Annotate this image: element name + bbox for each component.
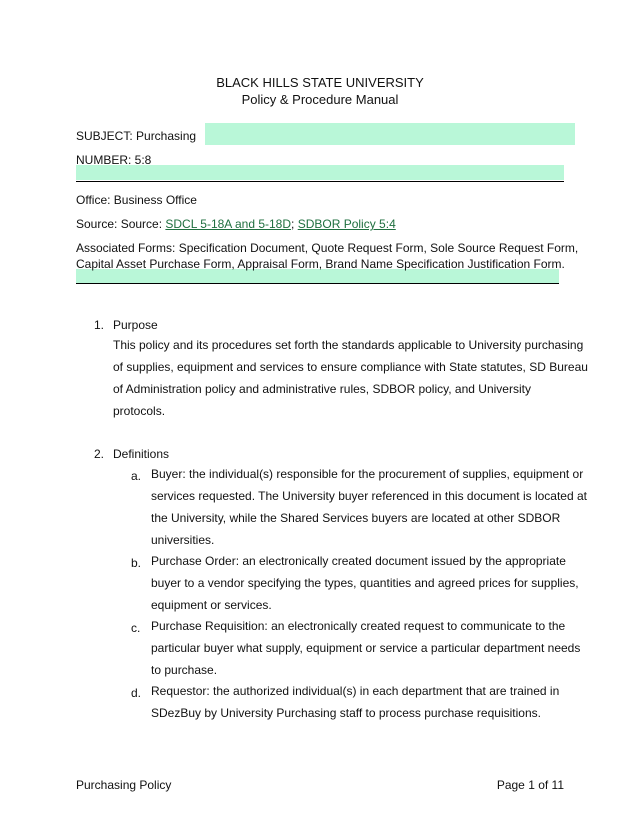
- sdbor-policy-link[interactable]: SDBOR Policy 5:4: [297, 217, 396, 231]
- purpose-paragraph: [113, 334, 588, 422]
- section-title-purpose: Purpose: [113, 318, 158, 332]
- number-highlight: [76, 165, 564, 180]
- subject-line: SUBJECT: Purchasing: [76, 129, 197, 143]
- forms-line-1: Associated Forms: Specification Document, Quote Request Form, Sole Source Request Form,: [76, 241, 579, 255]
- definition-purchase-order: [151, 550, 579, 616]
- university-title: BLACK HILLS STATE UNIVERSITY: [216, 75, 424, 90]
- definition-line: buyer to a vendor specifying the types, quantities and agreed prices for supplies,: [151, 576, 579, 590]
- manual-title: Policy & Procedure Manual: [241, 92, 399, 107]
- source-prefix: Source: Source:: [76, 217, 166, 231]
- sdcl-link[interactable]: SDCL 5-18A and 5-18D: [165, 217, 292, 231]
- source-separator: ;: [291, 217, 298, 231]
- definition-letter-a: a.: [131, 469, 142, 483]
- forms-line-2: Capital Asset Purchase Form, Appraisal Form, Brand Name Specification Justification Form.: [76, 257, 565, 271]
- purpose-line: of supplies, equipment and services to ensure compliance with State statutes, SD Bureau: [113, 360, 588, 374]
- definition-letter-d: d.: [131, 686, 142, 700]
- definition-line: Purchase Order: an electronically created document issued by the appropriate: [151, 554, 566, 568]
- section-number-definitions: 2.: [94, 447, 105, 461]
- source-line: [76, 217, 396, 231]
- section-number-purpose: 1.: [94, 318, 105, 332]
- definition-line: Buyer: the individual(s) responsible for the procurement of supplies, equipment or: [151, 467, 584, 481]
- definition-letter-b: b.: [131, 556, 142, 570]
- forms-highlight: [76, 269, 559, 283]
- office-line: Office: Business Office: [76, 193, 197, 207]
- definition-line: SDezBuy by University Purchasing staff to process purchase requisitions.: [151, 706, 541, 720]
- page-number: Page 1 of 11: [496, 778, 564, 792]
- purpose-line: This policy and its procedures set forth the standards applicable to University purchasing: [113, 338, 584, 352]
- definition-line: to purchase.: [151, 663, 218, 677]
- definition-letter-c: c.: [131, 621, 141, 635]
- footer-title: Purchasing Policy: [76, 778, 172, 792]
- definition-line: particular buyer what supply, equipment or service a particular department needs: [151, 641, 581, 655]
- number-line: NUMBER: 5:8: [76, 153, 152, 167]
- header-rule: [76, 181, 564, 182]
- forms-rule: [76, 283, 559, 284]
- definition-line: services requested. The University buyer referenced in this document is located at: [151, 489, 587, 503]
- definition-purchase-requisition: [151, 615, 580, 681]
- definition-line: Purchase Requisition: an electronically created request to communicate to the: [151, 619, 566, 633]
- definition-buyer: [151, 463, 587, 551]
- purpose-line: protocols.: [113, 404, 166, 418]
- definition-line: universities.: [151, 533, 215, 547]
- definition-line: Requestor: the authorized individual(s) in each department that are trained in: [151, 684, 560, 698]
- purpose-line: of Administration policy and administrative rules, SDBOR policy, and University: [113, 382, 531, 396]
- subject-highlight: [205, 123, 575, 145]
- section-title-definitions: Definitions: [113, 447, 170, 461]
- definition-line: the University, while the Shared Services buyers are located at other SDBOR: [151, 511, 561, 525]
- definition-requestor: [151, 680, 559, 724]
- definition-line: equipment or services.: [151, 598, 272, 612]
